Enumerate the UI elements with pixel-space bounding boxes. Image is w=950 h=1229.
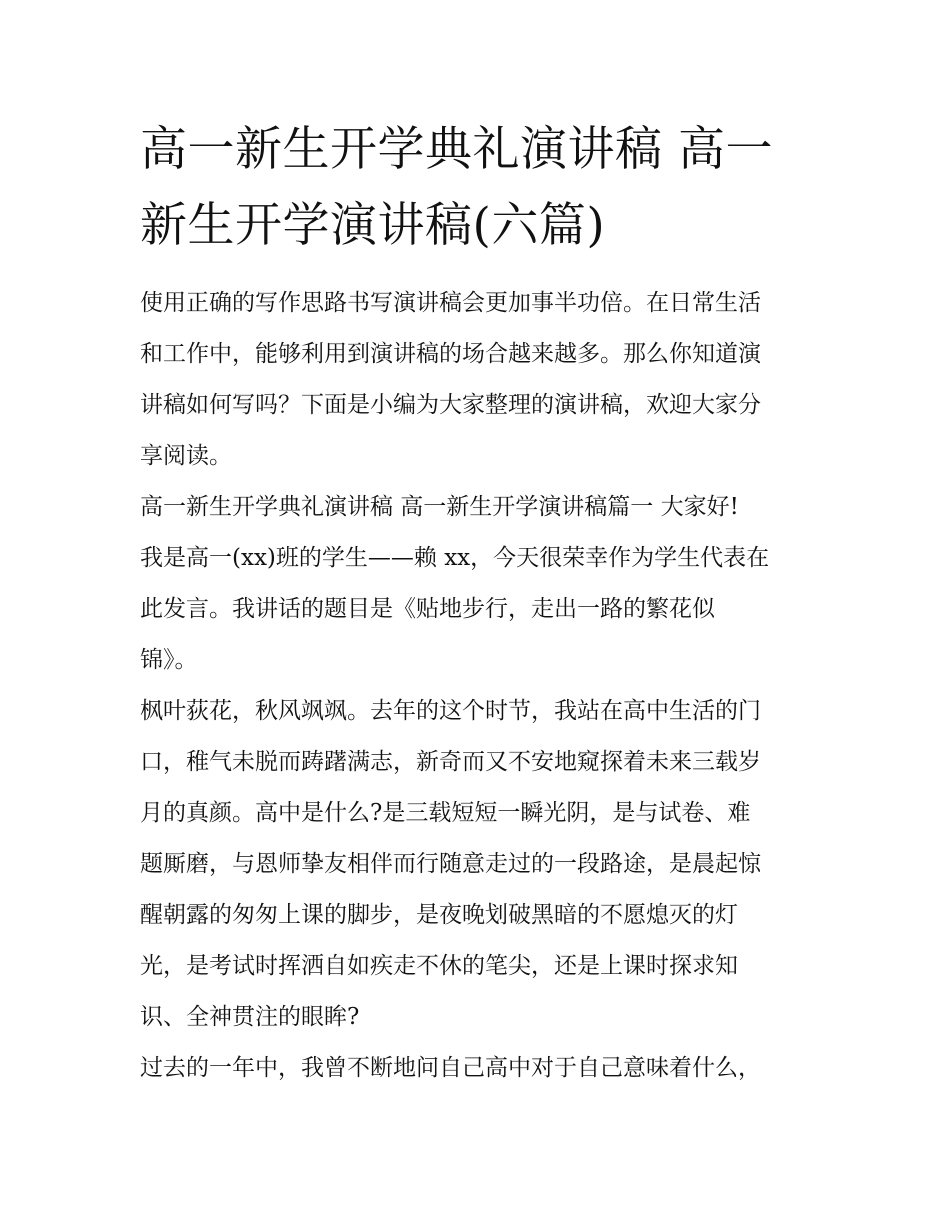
text-line: 享阅读。 [140, 443, 232, 469]
title-line: 新生开学演讲稿(六篇) [140, 198, 606, 253]
title-line: 高一新生开学典礼演讲稿 高一 [140, 122, 773, 177]
text-line: 过去的一年中，我曾不断地问自己高中对于自己意味着什么， [140, 1055, 761, 1081]
text-line: 此发言。我讲话的题目是《贴地步行，走出一路的繁花似 [140, 596, 715, 622]
text-line: 光，是考试时挥洒自如疾走不休的笔尖，还是上课时探求知 [140, 953, 738, 979]
text-line: 锦》。 [140, 647, 198, 673]
text-line: 和工作中，能够利用到演讲稿的场合越来越多。那么你知道演 [140, 341, 761, 367]
text-line: 我是高一(xx)班的学生——赖 xx，今天很荣幸作为学生代表在 [140, 545, 770, 571]
document-body [140, 278, 830, 1094]
text-line: 口，稚气未脱而踌躇满志，新奇而又不安地窥探着未来三载岁 [140, 749, 761, 775]
text-line: 识、全神贯注的眼眸? [140, 1004, 360, 1030]
text-line: 使用正确的写作思路书写演讲稿会更加事半功倍。在日常生活 [140, 290, 761, 316]
text-line: 讲稿如何写吗？下面是小编为大家整理的演讲稿，欢迎大家分 [140, 392, 761, 418]
document-title [140, 112, 830, 264]
text-line: 题厮磨，与恩师挚友相伴而行随意走过的一段路途，是晨起惊 [140, 851, 761, 877]
text-line: 枫叶荻花，秋风飒飒。去年的这个时节，我站在高中生活的门 [140, 698, 761, 724]
paragraph-greeting [140, 482, 830, 686]
paragraph-reflection [140, 1043, 830, 1094]
text-line: 高一新生开学典礼演讲稿 高一新生开学演讲稿篇一 大家好! [140, 494, 739, 520]
paragraph-autumn [140, 686, 830, 1043]
text-line: 醒朝露的匆匆上课的脚步，是夜晚划破黑暗的不愿熄灭的灯 [140, 902, 738, 928]
text-line: 月的真颜。高中是什么?是三载短短一瞬光阴，是与试卷、难 [140, 800, 751, 826]
paragraph-intro [140, 278, 830, 482]
